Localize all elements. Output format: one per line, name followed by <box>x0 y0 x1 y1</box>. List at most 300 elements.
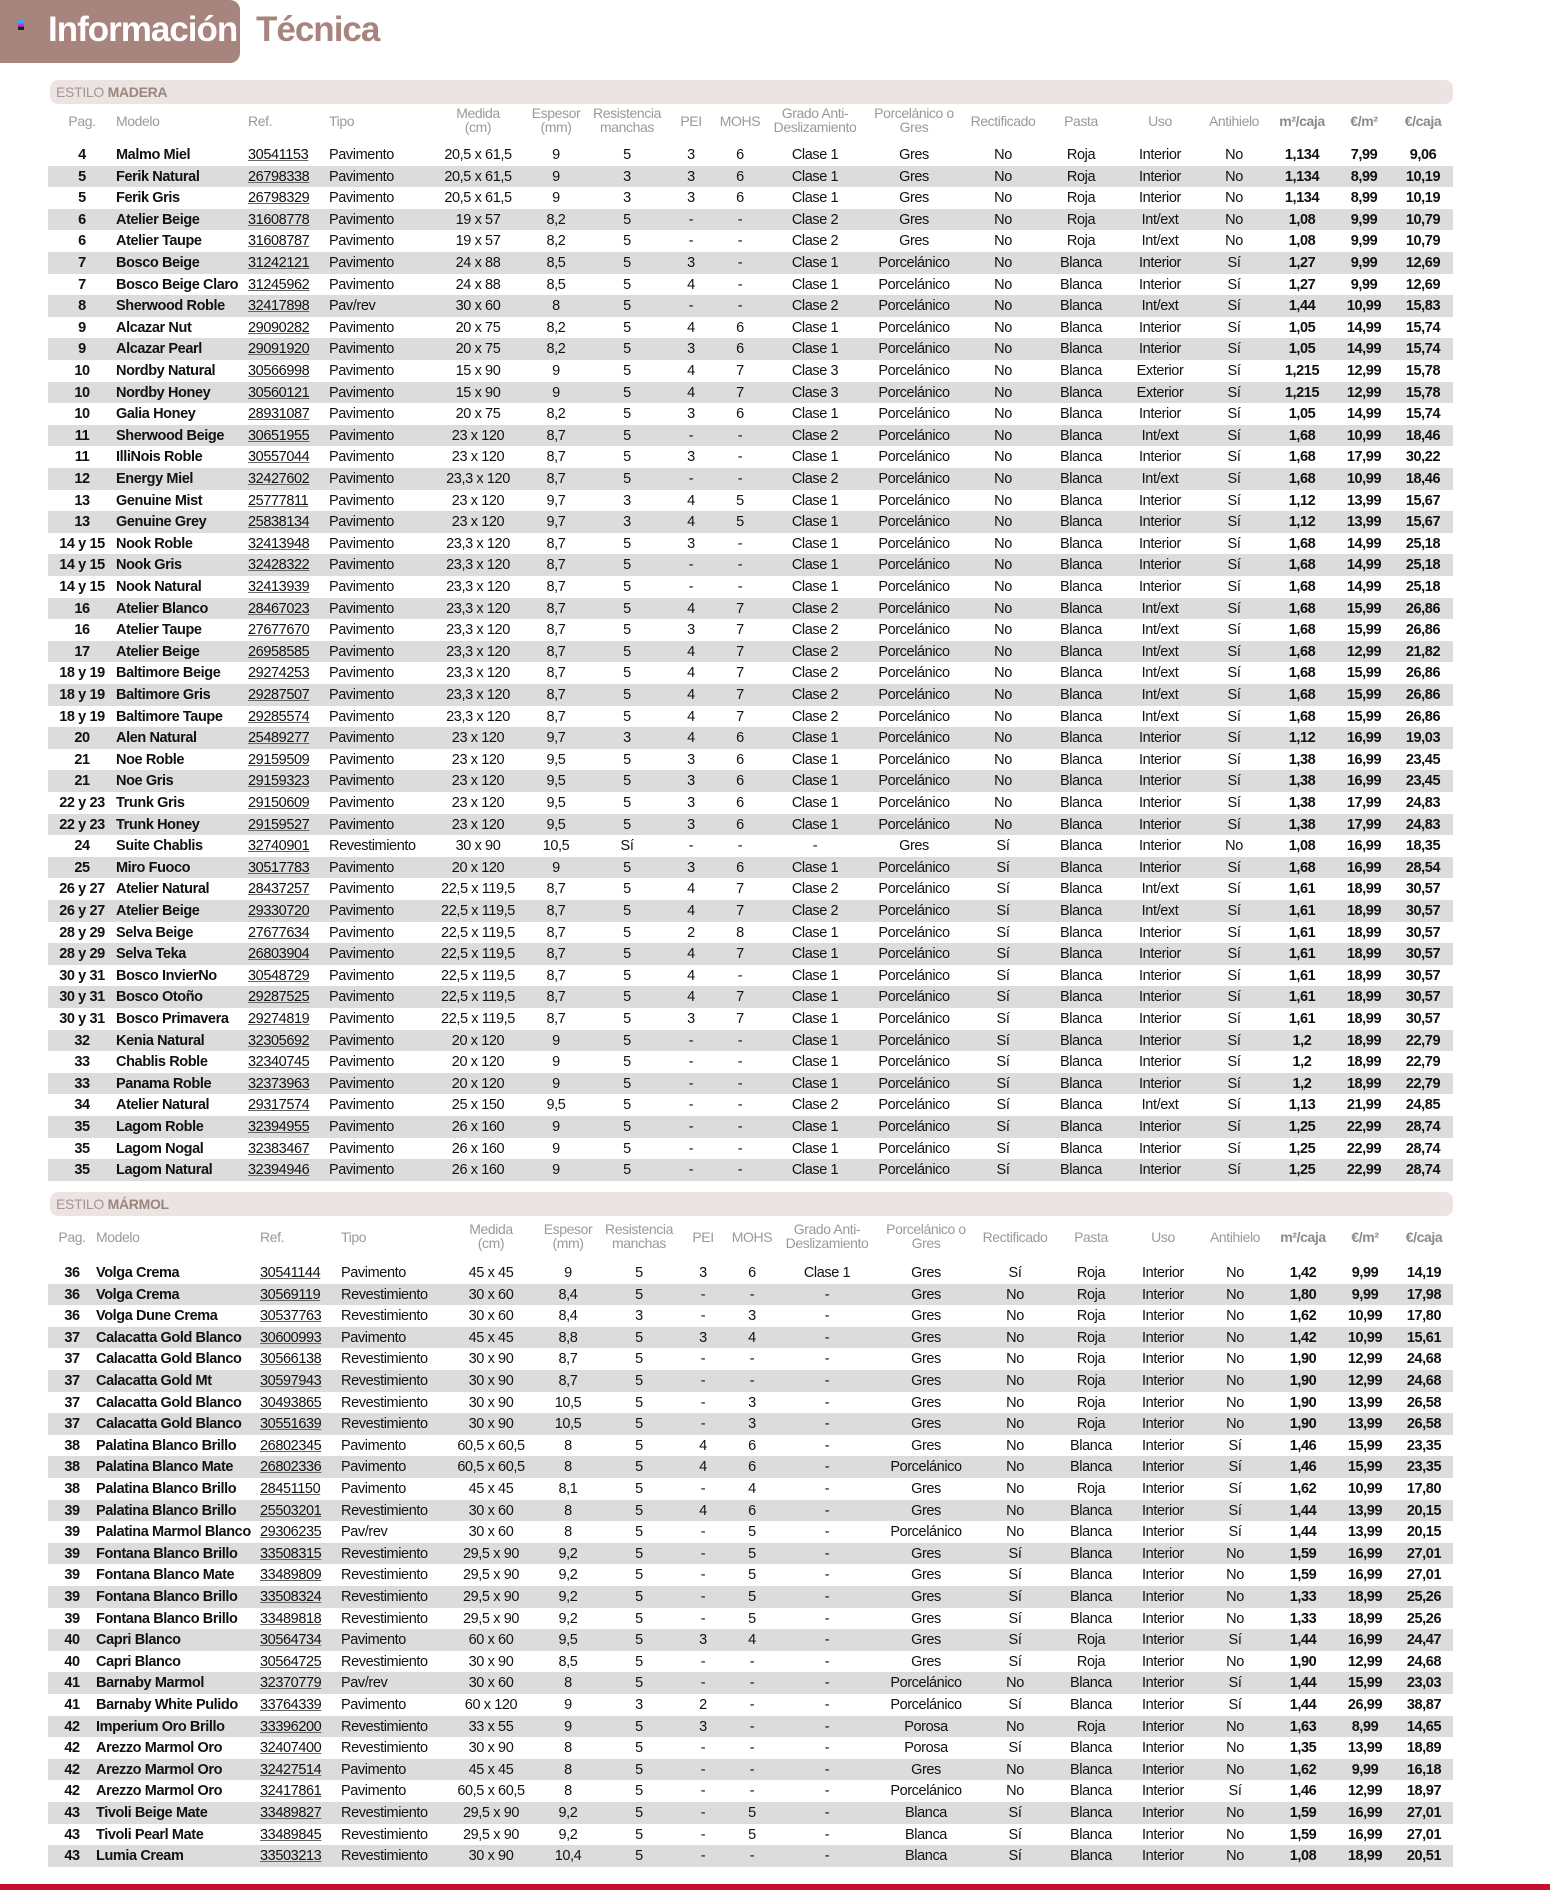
cell-grado: - <box>824 1394 830 1411</box>
cell-pag: 14 y 15 <box>59 579 105 595</box>
cell-eur-caja: 26,86 <box>1405 622 1441 639</box>
cell-tipo: Pavimento <box>329 471 394 487</box>
cell-pag: 38 <box>64 1437 80 1454</box>
ref-link[interactable]: 25503201 <box>260 1502 322 1519</box>
cell-tipo: Pavimento <box>329 168 394 185</box>
cell-grado: Clase 1 <box>791 816 839 833</box>
ref-link[interactable]: 33503213 <box>260 1848 322 1865</box>
cell-espesor: 9 <box>564 1265 572 1281</box>
ref-link[interactable]: 31242121 <box>248 255 310 271</box>
ref-link[interactable]: 30566138 <box>260 1351 322 1368</box>
cell-pei: - <box>700 1848 706 1865</box>
cell-eur-m2: 18,99 <box>1346 924 1382 941</box>
ref-link[interactable]: 28931087 <box>248 406 310 423</box>
cell-eur-caja: 19,03 <box>1405 730 1441 747</box>
cell-grado: - <box>824 1740 830 1757</box>
ref-link[interactable]: 33764339 <box>260 1697 322 1713</box>
cell-eur-m2: 16,99 <box>1347 1567 1383 1584</box>
ref-link[interactable]: 30566998 <box>248 363 310 379</box>
cell-uso: Interior <box>1142 1567 1184 1584</box>
table-row <box>48 878 1453 900</box>
cell-modelo: Alcazar Nut <box>116 319 192 336</box>
cell-pasta: Blanca <box>1070 1848 1112 1865</box>
cell-antihielo: Sí <box>1227 665 1241 682</box>
cell-espesor: 8,7 <box>546 989 566 1006</box>
table-row <box>48 576 1453 598</box>
cell-espesor: 9,7 <box>546 730 566 747</box>
ref-link[interactable]: 29287507 <box>248 687 310 703</box>
ref-link[interactable]: 30597943 <box>260 1373 322 1389</box>
cell-resistencia: 5 <box>623 427 631 444</box>
cell-antihielo: Sí <box>1227 924 1241 941</box>
cell-espesor: 8,2 <box>546 406 566 423</box>
ref-link[interactable]: 31608778 <box>248 211 310 228</box>
cell-antihielo: Sí <box>1227 859 1241 876</box>
column-header-pei: PEI <box>680 113 702 129</box>
cell-modelo: Baltimore Taupe <box>116 708 223 725</box>
cell-modelo: Malmo Miel <box>116 147 191 163</box>
ref-link[interactable]: 32407400 <box>260 1740 322 1757</box>
cell-pag: 37 <box>64 1351 80 1368</box>
cell-rectificado: No <box>1006 1718 1024 1735</box>
cell-resistencia: 5 <box>623 816 631 833</box>
cell-eur-m2: 14,99 <box>1346 319 1382 336</box>
cell-eur-caja: 18,89 <box>1406 1740 1442 1757</box>
cell-espesor: 9,7 <box>546 514 566 531</box>
cell-espesor: 8,7 <box>546 535 566 552</box>
ref-link[interactable]: 26798338 <box>248 168 310 185</box>
ref-link[interactable]: 25489277 <box>248 730 310 747</box>
cell-espesor: 9 <box>552 147 560 163</box>
cell-rectificado: Sí <box>996 1032 1010 1049</box>
cell-pasta: Blanca <box>1060 600 1102 617</box>
cell-resistencia: 5 <box>623 147 631 163</box>
cell-espesor: 9 <box>552 1075 560 1092</box>
cell-grado: Clase 1 <box>791 341 839 358</box>
cell-porcelanico: Porcelánico <box>890 1675 962 1692</box>
cell-grado: - <box>824 1308 830 1325</box>
ref-link[interactable]: 29330720 <box>248 903 310 919</box>
cell-m2-caja: 1,215 <box>1284 384 1320 401</box>
cell-porcelanico: Blanca <box>905 1848 947 1865</box>
table-row <box>48 619 1453 641</box>
ref-link[interactable]: 30560121 <box>248 384 310 401</box>
ref-link[interactable]: 32373963 <box>248 1075 310 1092</box>
cell-porcelanico: Porcelánico <box>878 427 950 444</box>
ref-link[interactable]: 33489809 <box>260 1567 322 1584</box>
cell-grado: - <box>824 1567 830 1584</box>
cell-eur-caja: 24,68 <box>1406 1351 1442 1368</box>
ref-link[interactable]: 31608787 <box>248 233 310 250</box>
cell-resistencia: 5 <box>623 1119 631 1135</box>
cell-modelo: Nook Natural <box>116 579 202 595</box>
cell-mohs: - <box>749 1761 755 1778</box>
ref-link[interactable]: 33489845 <box>260 1826 322 1843</box>
cell-eur-caja: 9,06 <box>1409 147 1437 163</box>
cell-resistencia: 5 <box>635 1610 643 1627</box>
cell-grado: Clase 1 <box>791 255 839 271</box>
cell-tipo: Pavimento <box>329 643 394 660</box>
cell-espesor: 9,5 <box>546 751 566 768</box>
cell-medida: 22,5 x 119,5 <box>441 1011 515 1027</box>
cell-pei: - <box>700 1545 706 1562</box>
cell-pag: 10 <box>74 406 90 423</box>
table-row <box>48 1327 1453 1349</box>
cell-mohs: 6 <box>736 341 744 358</box>
ref-link[interactable]: 30541153 <box>248 147 309 163</box>
ref-link[interactable]: 33396200 <box>260 1718 322 1735</box>
cell-resistencia: 5 <box>623 363 631 379</box>
ref-link[interactable]: 30600993 <box>260 1329 322 1346</box>
cell-pei: - <box>688 1119 694 1135</box>
cell-modelo: Selva Teka <box>116 946 186 963</box>
cell-espesor: 8 <box>564 1437 572 1454</box>
cell-espesor: 9,2 <box>558 1589 578 1605</box>
ref-link[interactable]: 30564734 <box>260 1632 322 1649</box>
cell-pei: 3 <box>687 190 695 207</box>
ref-link[interactable]: 32394946 <box>248 1162 310 1179</box>
ref-link[interactable]: 29287525 <box>248 989 310 1006</box>
ref-link[interactable]: 30564725 <box>260 1653 322 1670</box>
ref-link[interactable]: 27677634 <box>248 924 310 941</box>
cell-uso: Interior <box>1142 1265 1184 1281</box>
cell-porcelanico: Blanca <box>905 1826 947 1843</box>
cell-m2-caja: 1,90 <box>1289 1351 1317 1368</box>
cell-antihielo: Sí <box>1227 946 1241 963</box>
cell-resistencia: 5 <box>623 687 631 703</box>
cell-pag: 14 y 15 <box>59 557 105 574</box>
cell-pasta: Blanca <box>1060 1162 1102 1179</box>
ref-link[interactable]: 30517783 <box>248 859 310 876</box>
cell-resistencia: 5 <box>623 881 631 898</box>
cell-uso: Interior <box>1142 1329 1184 1346</box>
ref-link[interactable]: 33508324 <box>260 1589 322 1605</box>
cell-porcelanico: Gres <box>899 233 929 250</box>
cell-eur-m2: 14,99 <box>1346 341 1382 358</box>
ref-link[interactable]: 30537763 <box>260 1308 322 1325</box>
cell-m2-caja: 1,44 <box>1289 1502 1317 1519</box>
cell-uso: Interior <box>1142 1351 1184 1368</box>
ref-link[interactable]: 30493865 <box>260 1394 322 1411</box>
cell-eur-m2: 8,99 <box>1350 190 1378 207</box>
table-row <box>48 598 1453 620</box>
cell-mohs: 3 <box>748 1394 756 1411</box>
cell-modelo: Palatina Blanco Mate <box>96 1459 234 1476</box>
cell-tipo: Pavimento <box>329 147 394 163</box>
cell-grado: - <box>824 1805 830 1821</box>
cell-tipo: Pavimento <box>329 341 394 358</box>
cell-m2-caja: 1,68 <box>1288 600 1316 617</box>
cell-espesor: 9,2 <box>558 1567 578 1584</box>
ref-link[interactable]: 26802336 <box>260 1459 322 1476</box>
cell-pasta: Blanca <box>1060 255 1102 271</box>
ref-link[interactable]: 29285574 <box>248 708 310 725</box>
ref-link[interactable]: 30548729 <box>248 967 310 984</box>
cell-pei: 4 <box>687 363 695 379</box>
ref-link[interactable]: 32740901 <box>248 838 310 855</box>
cell-eur-caja: 20,15 <box>1406 1524 1442 1541</box>
ref-link[interactable]: 33508315 <box>260 1545 322 1562</box>
cell-espesor: 9 <box>552 1032 560 1049</box>
cell-resistencia: 3 <box>623 730 631 747</box>
cell-eur-m2: 16,99 <box>1346 859 1382 876</box>
cell-eur-m2: 16,99 <box>1347 1632 1383 1649</box>
table-row <box>48 1030 1453 1052</box>
cell-rectificado: Sí <box>996 1140 1010 1157</box>
cell-pasta: Blanca <box>1070 1524 1112 1541</box>
cell-medida: 29,5 x 90 <box>462 1610 520 1627</box>
ref-link[interactable]: 32428322 <box>248 557 310 574</box>
cell-mohs: 6 <box>736 190 744 207</box>
cell-tipo: Pavimento <box>329 795 394 811</box>
ref-link[interactable]: 32413948 <box>248 535 310 552</box>
cell-espesor: 8 <box>564 1675 572 1692</box>
cell-porcelanico: Gres <box>899 838 929 855</box>
ref-link[interactable]: 29091920 <box>248 341 310 358</box>
cell-tipo: Revestimiento <box>329 838 416 855</box>
cell-rectificado: No <box>1006 1761 1024 1778</box>
ref-link[interactable]: 29159527 <box>248 816 310 833</box>
ref-link[interactable]: 33489818 <box>260 1610 322 1627</box>
cell-eur-caja: 24,68 <box>1406 1373 1442 1389</box>
cell-m2-caja: 1,12 <box>1288 730 1316 747</box>
table-row <box>48 662 1453 684</box>
cell-m2-caja: 1,68 <box>1288 859 1316 876</box>
cell-pei: 3 <box>687 795 695 811</box>
cell-mohs: 5 <box>748 1589 756 1605</box>
cell-medida: 29,5 x 90 <box>462 1826 520 1843</box>
cell-pag: 22 y 23 <box>59 795 105 811</box>
cell-eur-caja: 23,45 <box>1405 751 1441 768</box>
table-row <box>48 1629 1453 1651</box>
ref-link[interactable]: 32305692 <box>248 1032 310 1049</box>
cell-espesor: 10,5 <box>554 1394 582 1411</box>
cell-medida: 60,5 x 60,5 <box>457 1783 525 1800</box>
cell-m2-caja: 1,61 <box>1288 903 1316 919</box>
ref-link[interactable]: 29274253 <box>248 665 310 682</box>
cell-pag: 41 <box>64 1675 80 1692</box>
cell-modelo: Bosco Primavera <box>116 1011 229 1027</box>
cell-espesor: 8,7 <box>546 622 566 639</box>
cell-pasta: Blanca <box>1060 1075 1102 1092</box>
cell-grado: Clase 1 <box>791 276 839 293</box>
ref-link[interactable]: 29159509 <box>248 751 310 768</box>
table-row <box>48 317 1453 339</box>
cell-porcelanico: Porcelánico <box>878 1097 950 1114</box>
ref-link[interactable]: 26958585 <box>248 643 310 660</box>
ref-link[interactable]: 32383467 <box>248 1140 310 1157</box>
cell-eur-caja: 30,22 <box>1405 449 1441 466</box>
cell-m2-caja: 1,59 <box>1289 1545 1317 1562</box>
cell-medida: 30 x 90 <box>468 1351 514 1368</box>
cell-porcelanico: Gres <box>911 1394 941 1411</box>
cell-uso: Interior <box>1142 1416 1184 1433</box>
cell-modelo: Calacatta Gold Blanco <box>96 1394 242 1411</box>
ref-link[interactable]: 26803904 <box>248 946 310 963</box>
cell-grado: - <box>824 1437 830 1454</box>
cell-tipo: Pavimento <box>341 1329 406 1346</box>
cell-pag: 24 <box>74 838 90 855</box>
ref-link[interactable]: 29274819 <box>248 1011 310 1027</box>
table-row <box>48 274 1453 296</box>
ref-link[interactable]: 29317574 <box>248 1097 310 1114</box>
cell-porcelanico: Gres <box>899 147 929 163</box>
cell-espesor: 9 <box>552 1140 560 1157</box>
cell-rectificado: Sí <box>1008 1653 1022 1670</box>
cell-resistencia: Sí <box>620 838 634 855</box>
cell-porcelanico: Porcelánico <box>878 1162 950 1179</box>
ref-link[interactable]: 29306235 <box>260 1524 322 1541</box>
cell-tipo: Pavimento <box>329 406 394 423</box>
table-row <box>48 187 1453 209</box>
cell-grado: - <box>824 1848 830 1865</box>
cell-espesor: 8,7 <box>546 600 566 617</box>
cell-pasta: Blanca <box>1070 1697 1112 1713</box>
ref-link[interactable]: 28467023 <box>248 600 310 617</box>
cell-mohs: 6 <box>736 730 744 747</box>
cell-porcelanico: Gres <box>911 1632 941 1649</box>
cell-medida: 22,5 x 119,5 <box>441 903 515 919</box>
cell-antihielo: Sí <box>1228 1502 1242 1519</box>
ref-link[interactable]: 25777811 <box>248 492 309 509</box>
cell-espesor: 8 <box>552 298 560 315</box>
cell-m2-caja: 1,68 <box>1288 449 1316 466</box>
cell-mohs: 7 <box>736 903 744 919</box>
cell-eur-m2: 14,99 <box>1346 406 1382 423</box>
cell-medida: 26 x 160 <box>451 1140 505 1157</box>
cell-pasta: Blanca <box>1070 1805 1112 1821</box>
cell-mohs: 7 <box>736 708 744 725</box>
table-row <box>48 1521 1453 1543</box>
cell-medida: 45 x 45 <box>468 1329 514 1346</box>
cell-uso: Int/ext <box>1141 687 1179 703</box>
ref-link[interactable]: 32340745 <box>248 1054 310 1071</box>
table-row <box>48 1672 1453 1694</box>
cell-pag: 42 <box>64 1761 80 1778</box>
ref-link[interactable]: 30651955 <box>248 427 310 444</box>
cell-rectificado: No <box>994 665 1012 682</box>
cell-medida: 20,5 x 61,5 <box>444 190 512 207</box>
table-row <box>48 533 1453 555</box>
ref-link[interactable]: 32427514 <box>260 1761 322 1778</box>
cell-pei: 4 <box>687 687 695 703</box>
ref-link[interactable]: 32417898 <box>248 298 310 315</box>
cell-m2-caja: 1,68 <box>1288 687 1316 703</box>
ref-link[interactable]: 31245962 <box>248 276 310 293</box>
ref-link[interactable]: 28437257 <box>248 881 310 898</box>
cell-pei: 4 <box>699 1459 707 1476</box>
cell-m2-caja: 1,12 <box>1288 514 1316 531</box>
cell-resistencia: 5 <box>623 643 631 660</box>
cell-uso: Interior <box>1139 859 1181 876</box>
cell-eur-caja: 25,18 <box>1405 557 1441 574</box>
cell-modelo: Bosco Otoño <box>116 989 203 1006</box>
ref-link[interactable]: 32417861 <box>260 1783 322 1800</box>
ref-link[interactable]: 26802345 <box>260 1437 322 1454</box>
ref-link[interactable]: 30569119 <box>260 1286 321 1303</box>
cell-porcelanico: Gres <box>911 1373 941 1389</box>
cell-pag: 39 <box>64 1589 80 1605</box>
cell-medida: 24 x 88 <box>455 255 501 271</box>
cell-porcelanico: Porcelánico <box>878 535 950 552</box>
ref-link[interactable]: 30551639 <box>260 1416 322 1433</box>
cell-uso: Int/ext <box>1141 298 1179 315</box>
cell-pag: 37 <box>64 1416 80 1433</box>
cell-m2-caja: 1,134 <box>1284 147 1320 163</box>
cell-uso: Interior <box>1142 1589 1184 1605</box>
cell-uso: Interior <box>1139 773 1181 790</box>
cell-porcelanico: Porcelánico <box>878 557 950 574</box>
cell-pasta: Blanca <box>1060 1119 1102 1135</box>
ref-link[interactable]: 30557044 <box>248 449 310 466</box>
cell-m2-caja: 1,68 <box>1288 427 1316 444</box>
cell-porcelanico: Blanca <box>905 1805 947 1821</box>
ref-link[interactable]: 25838134 <box>248 514 310 531</box>
cell-grado: Clase 2 <box>791 1097 839 1114</box>
cell-eur-m2: 22,99 <box>1346 1140 1382 1157</box>
cell-uso: Interior <box>1139 838 1181 855</box>
cell-pasta: Blanca <box>1060 319 1102 336</box>
cell-espesor: 9,5 <box>546 773 566 790</box>
cell-pasta: Blanca <box>1060 989 1102 1006</box>
ref-link[interactable]: 29150609 <box>248 795 310 811</box>
ref-link[interactable]: 28451150 <box>260 1481 321 1497</box>
cell-pasta: Blanca <box>1060 492 1102 509</box>
ref-link[interactable]: 32413939 <box>248 579 310 595</box>
cell-mohs: 7 <box>736 665 744 682</box>
cell-medida: 20 x 120 <box>451 1032 505 1049</box>
cell-eur-m2: 17,99 <box>1346 816 1382 833</box>
ref-link[interactable]: 32427602 <box>248 471 310 487</box>
cell-antihielo: No <box>1226 1373 1244 1389</box>
cell-porcelanico: Porcelánico <box>878 989 950 1006</box>
cell-antihielo: No <box>1226 1394 1244 1411</box>
cell-m2-caja: 1,80 <box>1289 1286 1317 1303</box>
cell-resistencia: 5 <box>623 989 631 1006</box>
ref-link[interactable]: 33489827 <box>260 1805 322 1821</box>
column-header-pasta: Pasta <box>1064 113 1098 129</box>
cell-espesor: 10,4 <box>554 1848 582 1865</box>
cell-antihielo: No <box>1226 1265 1244 1281</box>
ref-link[interactable]: 32370779 <box>260 1675 322 1692</box>
cell-uso: Int/ext <box>1141 427 1179 444</box>
cell-eur-m2: 10,99 <box>1346 471 1382 487</box>
ref-link[interactable]: 26798329 <box>248 190 310 207</box>
cell-pag: 30 y 31 <box>59 967 105 984</box>
cell-medida: 30 x 60 <box>455 298 501 315</box>
cell-eur-m2: 9,99 <box>1350 211 1378 228</box>
cell-resistencia: 5 <box>623 211 631 228</box>
cell-espesor: 8,7 <box>546 557 566 574</box>
column-header-resistencia: Resistencia manchas <box>593 105 661 135</box>
cell-uso: Interior <box>1139 1032 1181 1049</box>
cell-pasta: Blanca <box>1060 1140 1102 1157</box>
cell-eur-m2: 10,99 <box>1347 1308 1383 1325</box>
cell-resistencia: 5 <box>623 859 631 876</box>
cell-pei: - <box>700 1524 706 1541</box>
ref-link[interactable]: 27677670 <box>248 622 310 639</box>
ref-link[interactable]: 29159323 <box>248 773 310 790</box>
cell-modelo: Arezzo Marmol Oro <box>96 1783 223 1800</box>
cell-medida: 20,5 x 61,5 <box>444 147 512 163</box>
cell-mohs: - <box>737 1075 743 1092</box>
cell-mohs: - <box>749 1675 755 1692</box>
ref-link[interactable]: 29090282 <box>248 319 310 336</box>
table-row <box>48 1051 1453 1073</box>
ref-link[interactable]: 30541144 <box>260 1265 321 1281</box>
cell-pasta: Roja <box>1076 1632 1106 1649</box>
ref-link[interactable]: 32394955 <box>248 1119 310 1135</box>
